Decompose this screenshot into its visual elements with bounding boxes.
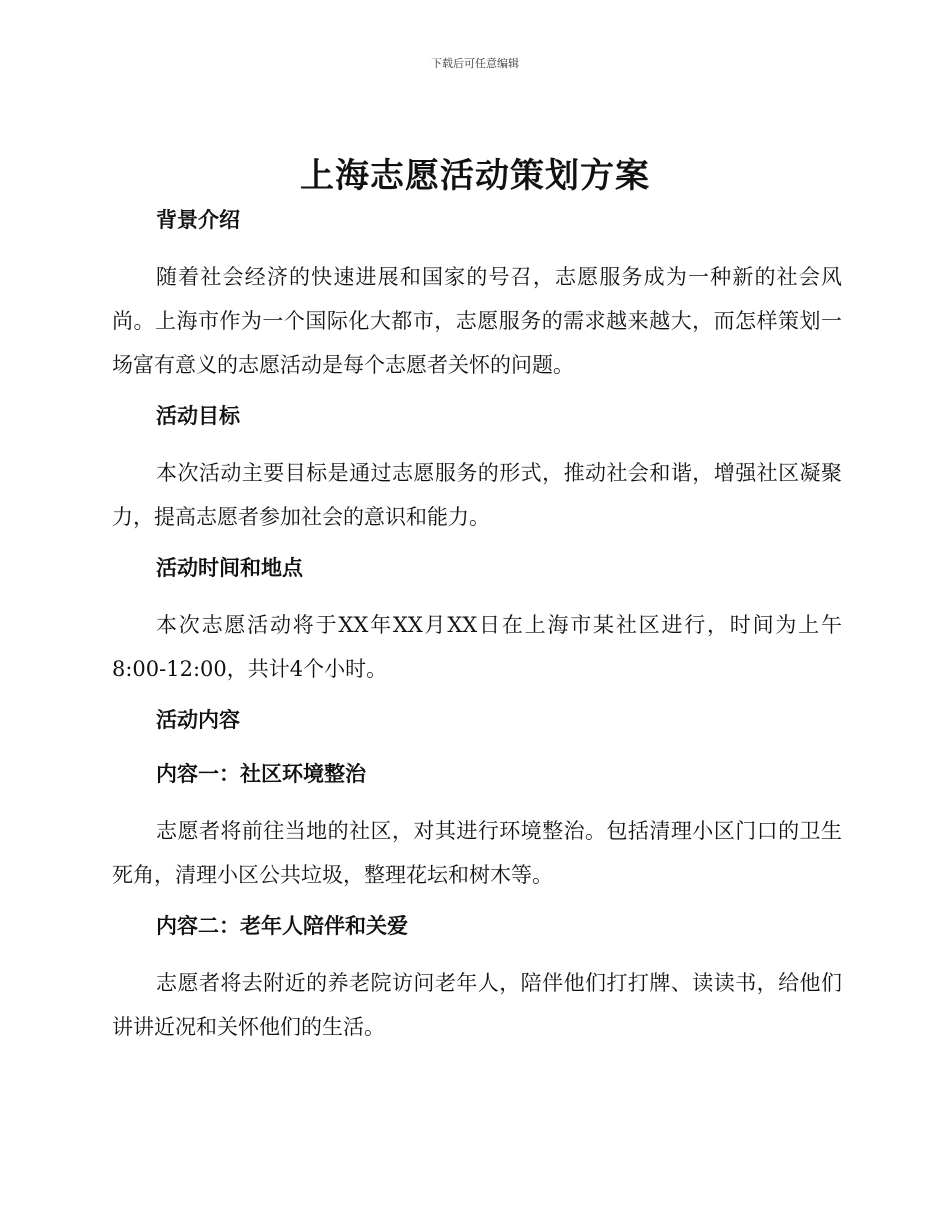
section-text-goal: 本次活动主要目标是通过志愿服务的形式，推动社会和谐，增强社区凝聚力，提高志愿者参加社会的意识和能力。	[112, 461, 842, 529]
section-heading-time-place: 活动时间和地点	[156, 556, 303, 580]
section-heading-goal: 活动目标	[156, 404, 240, 428]
section-heading-background: 背景介绍	[156, 208, 240, 232]
content-item2-heading: 内容二：老年人陪伴和关爱	[156, 914, 408, 938]
header-note: 下载后可任意编辑	[431, 57, 519, 70]
content-item1-text: 志愿者将前往当地的社区，对其进行环境整治。包括清理小区门口的卫生死角，清理小区公共垃圾，整理花坛和树木等。	[112, 819, 842, 887]
content-item1-heading: 内容一：社区环境整治	[156, 762, 366, 786]
section-heading-content: 活动内容	[156, 708, 240, 732]
content-item2-text: 志愿者将去附近的养老院访问老年人，陪伴他们打打牌、读读书，给他们讲讲近况和关怀他们的生活。	[112, 971, 842, 1039]
section-text-time-place: 本次志愿活动将于XX年XX月XX日在上海市某社区进行，时间为上午8:00-12:00，共计4个小时。	[112, 613, 842, 681]
section-text-background: 随着社会经济的快速进展和国家的号召，志愿服务成为一种新的社会风尚。上海市作为一个国际化大都市，志愿服务的需求越来越大，而怎样策划一场富有意义的志愿活动是每个志愿者关怀的问题。	[112, 265, 842, 377]
page-title: 上海志愿活动策划方案	[300, 156, 650, 196]
document-body	[112, 203, 842, 1049]
